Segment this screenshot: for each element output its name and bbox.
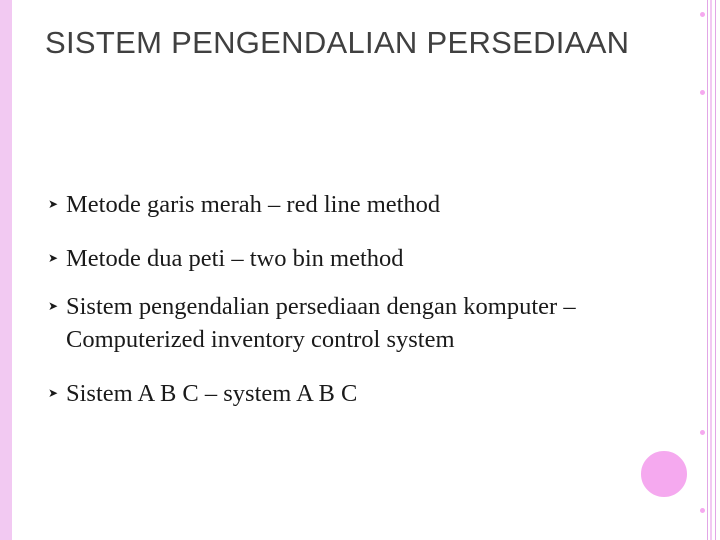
right-border-line bbox=[707, 0, 708, 540]
list-item bbox=[48, 242, 668, 275]
decorative-dot bbox=[700, 430, 705, 435]
slide-title: SISTEM PENGENDALIAN PERSEDIAAN bbox=[45, 25, 630, 60]
decorative-dot bbox=[700, 12, 705, 17]
right-border-line-outer bbox=[715, 0, 716, 540]
list-item bbox=[48, 188, 668, 221]
list-item-text: Metode garis merah – red line method bbox=[66, 191, 441, 218]
decorative-dot bbox=[700, 90, 705, 95]
bullet-list bbox=[48, 188, 668, 431]
arrowhead-bullet-icon: ➤ bbox=[48, 251, 59, 265]
arrowhead-bullet-icon: ➤ bbox=[48, 197, 59, 211]
arrowhead-bullet-icon: ➤ bbox=[48, 386, 59, 400]
decorative-circle bbox=[640, 450, 688, 498]
decorative-dot bbox=[700, 508, 705, 513]
list-item bbox=[48, 377, 668, 410]
list-item bbox=[48, 290, 668, 356]
list-item-text: Metode dua peti – two bin method bbox=[66, 245, 404, 272]
list-item-text: Sistem A B C – system A B C bbox=[66, 380, 358, 407]
list-item-text: Sistem pengendalian persediaan dengan komputer – Computerized inventory control system bbox=[66, 293, 576, 353]
left-border-decoration bbox=[0, 0, 12, 540]
arrowhead-bullet-icon: ➤ bbox=[48, 299, 59, 313]
right-border-band bbox=[710, 0, 712, 540]
